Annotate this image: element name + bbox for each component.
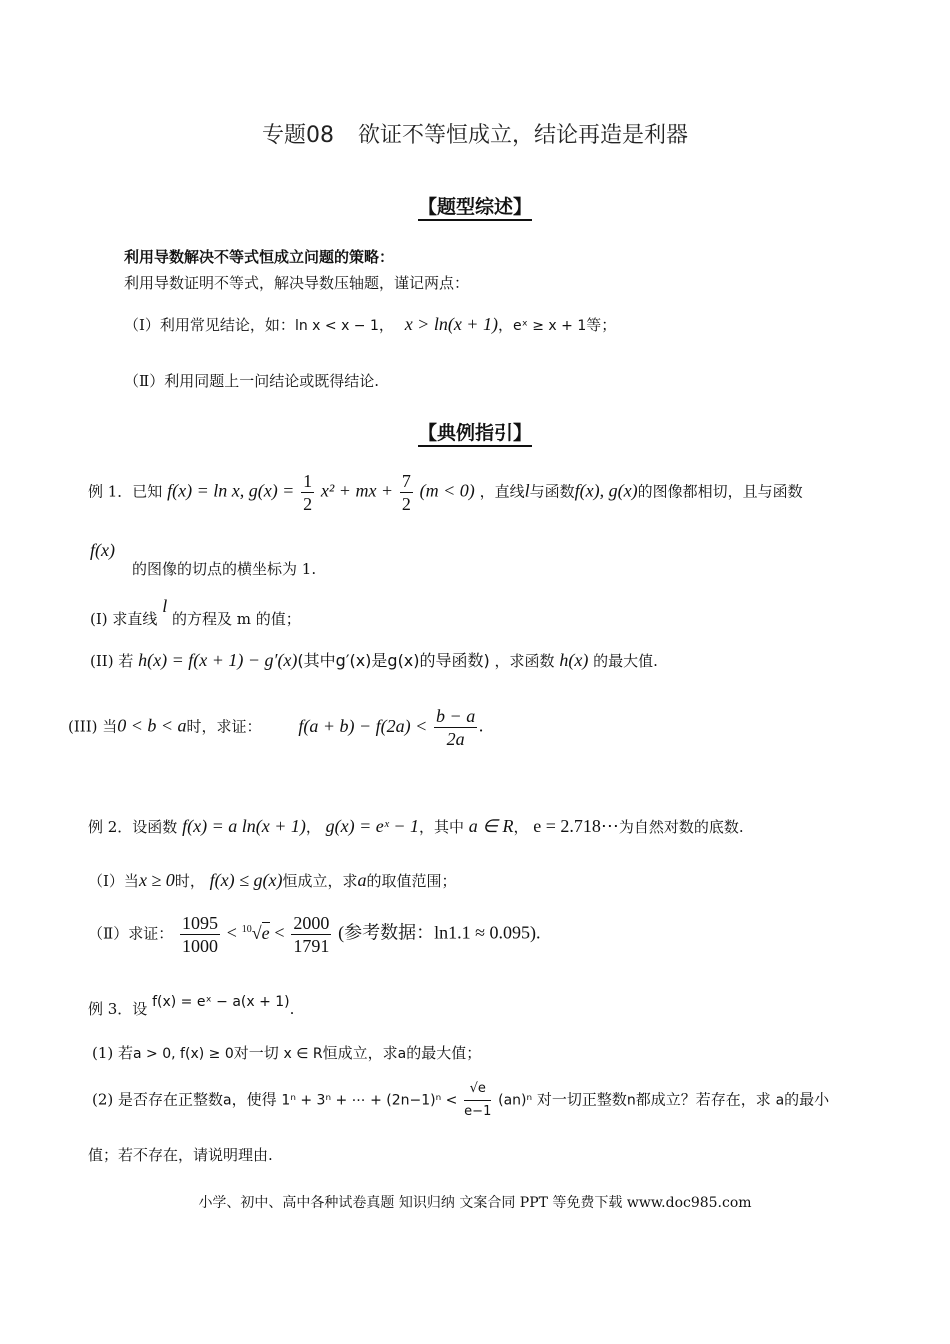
example-1-question-3: (III) 当0 < b < a时，求证： f(a + b) − f(2a) < $\frac{b - a}{2a}$ . [68, 706, 484, 749]
section-overview-heading: 【题型综述】 [0, 192, 950, 219]
title-text: 欲证不等恒成立，结论再造是利器 [357, 123, 688, 148]
strategy-intro: 利用导数证明不等式，解决导数压轴题，谨记两点： [124, 274, 470, 292]
example-1-statement: 例 1．已知 f(x) = ln x, g(x) = $\frac{1}{2}$ x² + mx + $\frac{7}{2}$ (m < 0) ，直线l与函数f(x), g(x)的图像都相切，且与函数 [88, 471, 803, 514]
example-1-question-2: (II) 若 h(x) = f(x + 1) − g′(x)(其中g′(x)是g(x)的导函数) ，求函数 h(x) 的最大值. [90, 650, 658, 670]
page-title [0, 118, 950, 149]
example-2-statement: 例 2．设函数 f(x) = a ln(x + 1)， g(x) = eˣ − 1，其中 a ∈ R， e = 2.718⋯为自然对数的底数. [88, 816, 744, 836]
strategy-point-1: （Ⅰ）利用常见结论，如：ln x < x − 1， x > ln(x + 1)，eˣ ≥ x + 1等； [124, 314, 617, 334]
strategy-point-2: （Ⅱ）利用同题上一问结论或既得结论. [124, 372, 379, 390]
example-1-fx: f(x) [90, 540, 115, 560]
example-3-question-2: (2) 是否存在正整数a，使得 1ⁿ + 3ⁿ + ⋯ + (2n−1)ⁿ < $\frac{√e}{e-1}$ (an)ⁿ 对一切正整数n都成立？若存在，求 a的最小 [92, 1078, 829, 1123]
example-2-question-2: （Ⅱ）求证： $\frac{1095}{1000}$ < $^{10}$√e < $\frac{2000}{1791}$ (参考数据：ln1.1 ≈ 0.095). [88, 913, 541, 956]
example-1-question-1: (I) 求直线 l 的方程及 m 的值； [90, 596, 301, 628]
example-3-question-1: (1) 若a > 0, f(x) ≥ 0对一切 x ∈ R恒成立，求a的最大值； [92, 1044, 482, 1062]
section-examples-heading: 【典例指引】 [0, 418, 950, 445]
title-number: 专题08 [261, 123, 334, 148]
example-2-question-1: （Ⅰ）当x ≥ 0时， f(x) ≤ g(x)恒成立，求a的取值范围； [88, 870, 457, 890]
example-3-question-2-tail: 值；若不存在，请说明理由. [88, 1146, 273, 1164]
strategy-heading: 利用导数解决不等式恒成立问题的策略： [124, 248, 395, 266]
footer-text: 小学、初中、高中各种试卷真题 知识归纳 文案合同 PPT 等免费下载 www.doc985.com [198, 1195, 752, 1211]
example-1-tangent-note: 的图像的切点的横坐标为 1. [132, 560, 317, 578]
example-3-statement: 例 3．设 f(x) = eˣ − a(x + 1). [88, 994, 295, 1018]
